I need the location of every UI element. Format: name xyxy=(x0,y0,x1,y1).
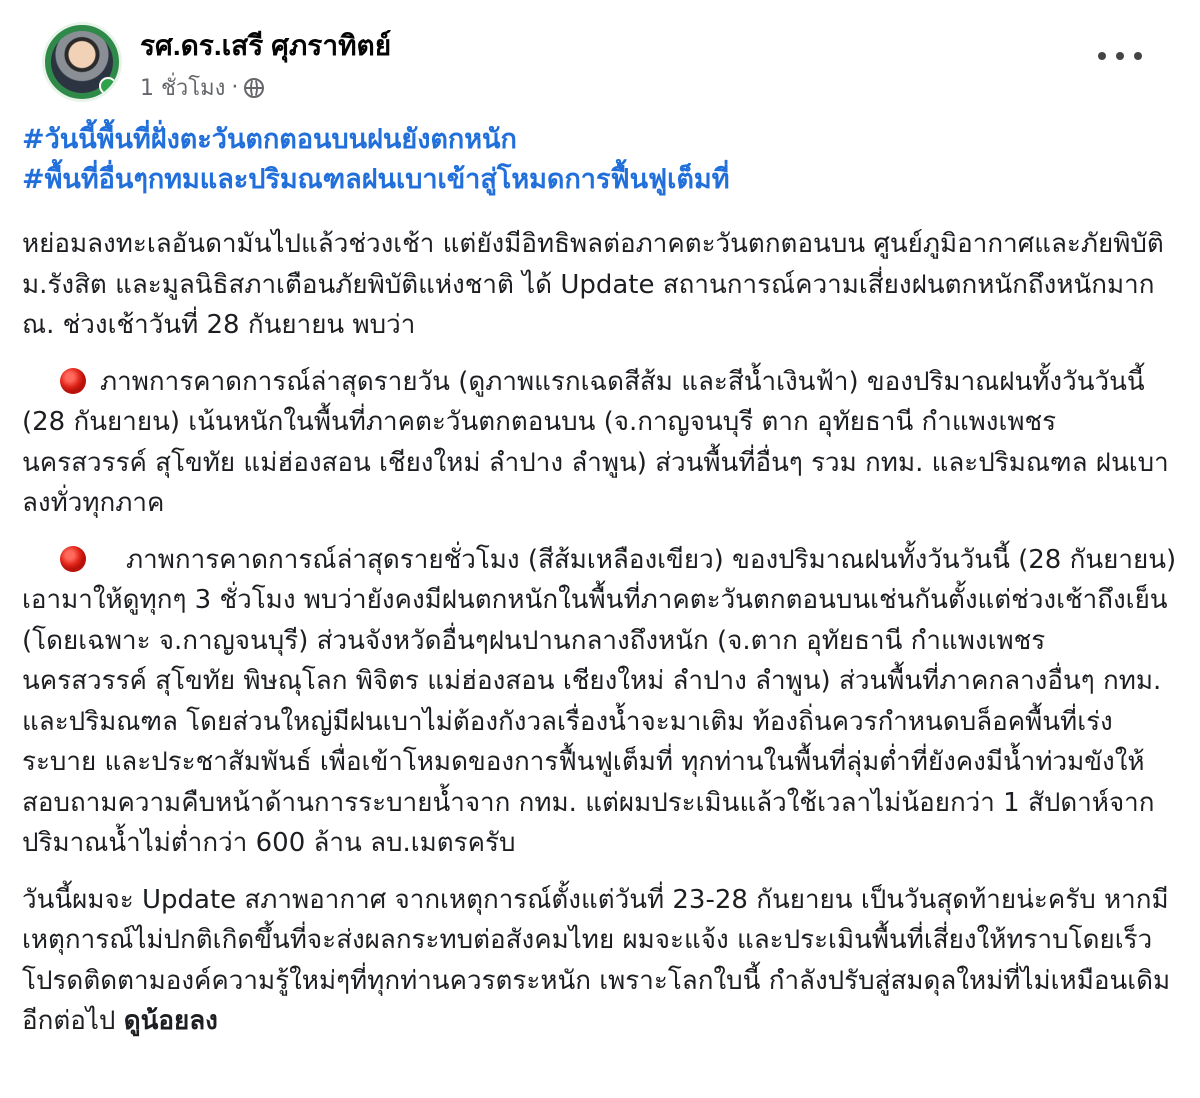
more-options-button[interactable] xyxy=(1098,44,1142,68)
author-name[interactable]: รศ.ดร.เสรี ศุภราทิตย์ xyxy=(140,30,392,61)
more-options-icon xyxy=(1098,52,1106,60)
bullet-text: ภาพการคาดการณ์ล่าสุดรายชั่วโมง (สีส้มเหลืองเขียว) ของปริมาณฝนทั้งวันวันนี้ (28 กันยายน) เอามาให้ดูทุกๆ 3 ชั่วโมง พบว่ายังคงมีฝนตกหนักในพื้นที่ภาคตะวันตกตอนบนเช่นกันตั้งแต่ช่วงเช้าถึงเย็น (โดยเฉพาะ จ.กาญจนบุรี) ส่วนจังหวัดอื่นๆฝนปานกลางถึงหนัก (จ.ตาก อุทัยธานี กำแพงเพชร นครสวรรค์ สุโขทัย พิษณุโลก พิจิตร แม่ฮ่องสอน เชียงใหม่ ลำปาง ลำพูน) ส่วนพื้นที่ภาคกลางอื่นๆ กทม. และปริมณฑล โดยส่วนใหญ่มีฝนเบาไม่ต้องกังวลเรื่องน้ำจะมาเติม ท้องถิ่นควรกำหนดบล็อคพื้นที่เร่งระบาย และประชาสัมพันธ์ เพื่อเข้าโหมดของการฟื้นฟูเต็มที่ ทุกท่านในพื้นที่ลุ่มต่ำที่ยังคงมีน้ำท่วมขังให้สอบถามความคืบหน้าด้านการระบายน้ำจาก กทม. แต่ผมประเมินแล้วใช้เวลาไม่น้อยกว่า 1 สัปดาห์จากปริมาณน้ำไม่ต่ำกว่า 600 ล้าน ลบ.เมตรครับ xyxy=(22,544,1177,858)
post-timestamp[interactable]: 1 ชั่วโมง xyxy=(140,76,226,101)
online-status-icon xyxy=(99,77,117,95)
author-avatar[interactable] xyxy=(42,22,122,102)
see-less-link[interactable]: ดูน้อยลง xyxy=(123,1006,218,1036)
meta-separator: · xyxy=(231,75,239,100)
post-hashtags xyxy=(22,120,1178,200)
more-options-icon-dot xyxy=(1116,52,1124,60)
bullet-text: ภาพการคาดการณ์ล่าสุดรายวัน (ดูภาพแรกเฉดสีส้ม และสีน้ำเงินฟ้า) ของปริมาณฝนทั้งวันวันนี้ (28 กันยายน) เน้นหนักในพื้นที่ภาคตะวันตกตอนบน (จ.กาญจนบุรี ตาก อุทัยธานี กำแพงเพชร นครสวรรค์ สุโขทัย แม่ฮ่องสอน เชียงใหม่ ลำปาง ลำพูน) ส่วนพื้นที่อื่นๆ รวม กทม. และปริมณฑล ฝนเบาลงทั่วทุกภาค xyxy=(22,366,1169,518)
post-header xyxy=(22,0,1178,110)
red-circle-icon xyxy=(60,546,86,572)
globe-icon[interactable] xyxy=(244,78,264,98)
bullet-paragraph xyxy=(22,362,1178,524)
hashtag-link[interactable]: #พื้นที่อื่นๆกทมและปริมณฑลฝนเบาเข้าสู่โหมดการฟื้นฟูเต็มที่ xyxy=(22,164,730,195)
intro-paragraph: หย่อมลงทะเลอันดามันไปแล้วช่วงเช้า แต่ยังมีอิทธิพลต่อภาคตะวันตกตอนบน ศูนย์ภูมิอากาศและภัยพิบัติ ม.รังสิต และมูลนิธิสภาเตือนภัยพิบัติแห่งชาติ ได้ Update สถานการณ์ความเสี่ยงฝนตกหนักถึงหนักมาก ณ. ช่วงเช้าวันที่ 28 กันยายน พบว่า xyxy=(22,229,1164,340)
red-circle-icon xyxy=(60,368,86,394)
post-meta xyxy=(140,70,264,105)
closing-text: วันนี้ผมจะ Update สภาพอากาศ จากเหตุการณ์ตั้งแต่วันที่ 23-28 กันยายน เป็นวันสุดท้ายน่ะครับ หากมีเหตุการณ์ไม่ปกติเกิดขึ้นที่จะส่งผลกระทบต่อสังคมไทย ผมจะแจ้ง และประเมินพื้นที่เสี่ยงให้ทราบโดยเร็ว โปรดติดตามองค์ความรู้ใหม่ๆที่ทุกท่านควรตระหนัก เพราะโลกใบนี้ กำลังปรับสู่สมดุลใหม่ที่ไม่เหมือนเดิมอีกต่อไป xyxy=(22,884,1171,1036)
hashtag-link[interactable]: #วันนี้พื้นที่ฝั่งตะวันตกตอนบนฝนยังตกหนัก xyxy=(22,124,517,155)
bullet-paragraph xyxy=(22,540,1178,864)
closing-paragraph xyxy=(22,880,1178,1042)
post-body xyxy=(22,224,1178,1042)
more-options-icon-dot xyxy=(1134,52,1142,60)
